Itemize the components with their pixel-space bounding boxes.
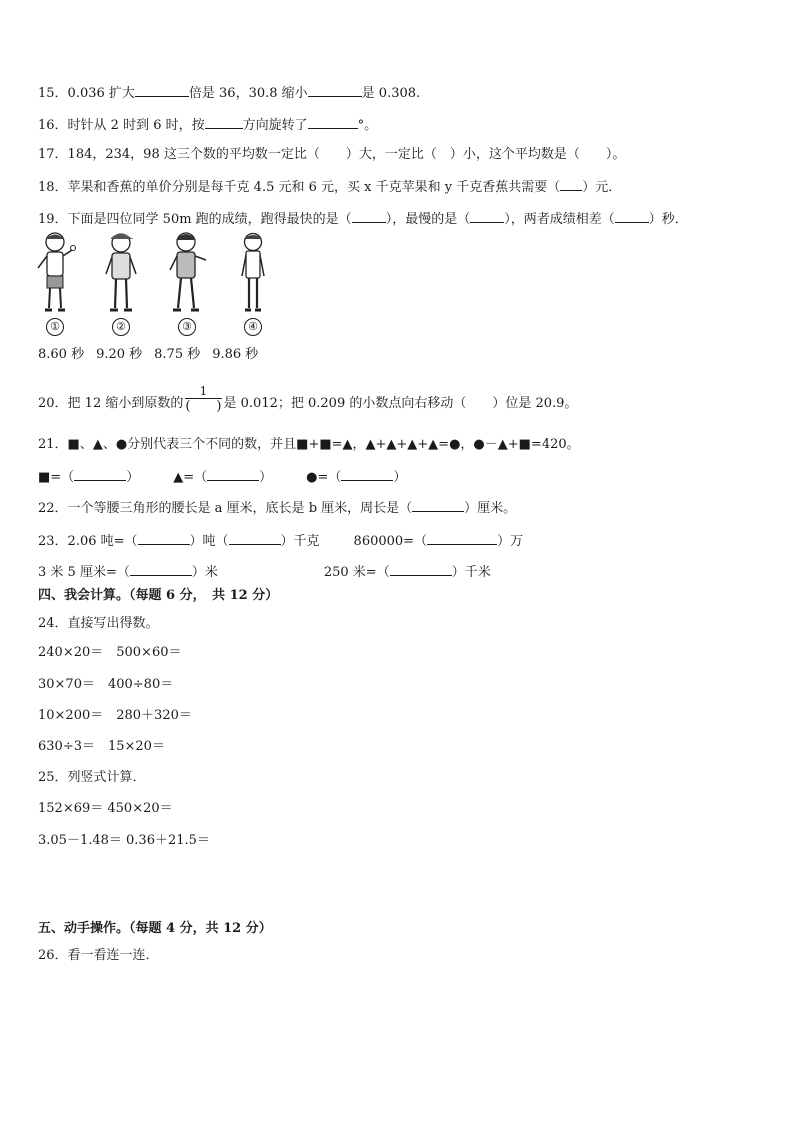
q15-text-a: 15．0.036 扩大 xyxy=(38,86,135,101)
question-20 xyxy=(38,384,578,419)
question-23 xyxy=(38,532,523,550)
figure-number: ④ xyxy=(244,318,262,336)
answer-blank[interactable] xyxy=(470,210,504,223)
q19-text-c: ），两者成绩相差（ xyxy=(504,212,615,227)
q21-close: ） xyxy=(126,470,140,485)
answer-blank[interactable] xyxy=(352,210,386,223)
q16-text-a: 16．时针从 2 时到 6 时，按 xyxy=(38,118,205,133)
q23-text-a: 23．2.06 吨=（ xyxy=(38,534,138,549)
calc-row: 240×20＝ 500×60＝ xyxy=(38,645,182,660)
section-4-heading: 四、我会计算。（每题 6 分， 共 12 分） xyxy=(38,588,279,603)
answer-blank[interactable] xyxy=(341,468,393,481)
q15-text-b: 倍是 36，30.8 缩小 xyxy=(188,86,308,101)
q18-text-b: ）元． xyxy=(582,180,622,195)
fraction-denominator[interactable]: ( ) xyxy=(185,399,222,414)
question-15 xyxy=(38,84,420,102)
q16-text-c: °。 xyxy=(357,118,378,133)
boy-figure-1 xyxy=(30,230,80,340)
answer-blank[interactable] xyxy=(308,84,362,97)
answer-blank[interactable] xyxy=(412,499,464,512)
answer-blank[interactable] xyxy=(74,468,126,481)
boy-figure-3 xyxy=(162,230,212,340)
question-23-part2 xyxy=(38,563,491,581)
calc-row: 152×69＝ 450×20＝ xyxy=(38,801,173,816)
runner-figures xyxy=(30,230,290,345)
fraction xyxy=(185,384,221,415)
boy-figure-2 xyxy=(96,230,146,340)
time-label: 8.75 秒 xyxy=(154,347,201,362)
question-16 xyxy=(38,116,377,134)
boy-illustration xyxy=(228,230,278,316)
answer-blank[interactable] xyxy=(207,468,259,481)
calc-row: 30×70＝ 400÷80＝ xyxy=(38,677,174,692)
q20-text-b: 是 0.012；把 0.209 的小数点向右移动（ ）位是 20.9。 xyxy=(223,396,578,411)
question-21: 21．■、▲、●分别代表三个不同的数，并且■+■=▲，▲+▲+▲+▲=●，●－▲+■=420。 xyxy=(38,437,580,452)
boy-illustration xyxy=(162,230,212,316)
q19-text-d: ）秒． xyxy=(648,212,688,227)
q23-text-d: 860000=（ xyxy=(353,534,428,549)
answer-blank[interactable] xyxy=(560,178,582,191)
q20-text-a: 20．把 12 缩小到原数的 xyxy=(38,396,184,411)
q23-text-f: 3 米 5 厘米=（ xyxy=(38,565,130,580)
figure-number: ② xyxy=(112,318,130,336)
q19-text-b: ），最慢的是（ xyxy=(385,212,471,227)
q21-close: ） xyxy=(393,470,407,485)
question-22 xyxy=(38,499,516,517)
figure-number: ① xyxy=(46,318,64,336)
calc-row: 3.05－1.48＝ 0.36＋21.5＝ xyxy=(38,833,210,848)
calc-row: 10×200＝ 280＋320＝ xyxy=(38,708,192,723)
calc-row: 630÷3＝ 15×20＝ xyxy=(38,739,165,754)
q23-text-c: ）千克 xyxy=(280,534,320,549)
question-24: 24．直接写出得数。 xyxy=(38,616,159,631)
answer-blank[interactable] xyxy=(229,532,281,545)
q15-text-c: 是 0.308. xyxy=(361,86,421,101)
figure-times xyxy=(38,343,270,362)
section-5-heading: 五、动手操作。（每题 4 分，共 12 分） xyxy=(38,921,272,936)
answer-blank[interactable] xyxy=(308,116,358,129)
question-17: 17．184，234，98 这三个数的平均数一定比（ ）大，一定比（ ）小，这个平均数是（ ）。 xyxy=(38,147,626,162)
q21-square-label: ■=（ xyxy=(38,470,75,485)
q23-text-i: ）千米 xyxy=(451,565,491,580)
boy-figure-4 xyxy=(228,230,278,340)
answer-blank[interactable] xyxy=(135,84,189,97)
q16-text-b: 方向旋转了 xyxy=(242,118,308,133)
q21-close: ） xyxy=(259,470,273,485)
answer-blank[interactable] xyxy=(205,116,243,129)
answer-blank[interactable] xyxy=(138,532,190,545)
question-25: 25．列竖式计算． xyxy=(38,770,146,785)
answer-blank[interactable] xyxy=(427,532,497,545)
q21-triangle-label: ▲=（ xyxy=(173,470,208,485)
question-18 xyxy=(38,178,621,196)
fraction-numerator: 1 xyxy=(185,384,221,399)
answer-blank[interactable] xyxy=(130,563,192,576)
time-label: 9.86 秒 xyxy=(212,347,259,362)
answer-blank[interactable] xyxy=(390,563,452,576)
q22-text-a: 22．一个等腰三角形的腰长是 a 厘米，底长是 b 厘米，周长是（ xyxy=(38,501,413,516)
q18-text-a: 18．苹果和香蕉的单价分别是每千克 4.5 元和 6 元，买 x 千克苹果和 y 千克香蕉共需要（ xyxy=(38,180,561,195)
q22-text-b: ）厘米。 xyxy=(464,501,517,516)
question-21-answers xyxy=(38,468,406,486)
time-label: 9.20 秒 xyxy=(96,347,143,362)
q23-text-b: ）吨（ xyxy=(189,534,229,549)
answer-blank[interactable] xyxy=(615,210,649,223)
boy-illustration xyxy=(30,230,80,316)
figure-number: ③ xyxy=(178,318,196,336)
q23-text-h: 250 米=（ xyxy=(323,565,390,580)
q21-circle-label: ●=（ xyxy=(306,470,342,485)
question-26: 26．看一看连一连． xyxy=(38,948,159,963)
q23-text-e: ）万 xyxy=(497,534,524,549)
q23-text-g: ）米 xyxy=(191,565,218,580)
question-19 xyxy=(38,210,688,228)
time-label: 8.60 秒 xyxy=(38,347,85,362)
q19-text-a: 19．下面是四位同学 50m 跑的成绩，跑得最快的是（ xyxy=(38,212,352,227)
boy-illustration xyxy=(96,230,146,316)
